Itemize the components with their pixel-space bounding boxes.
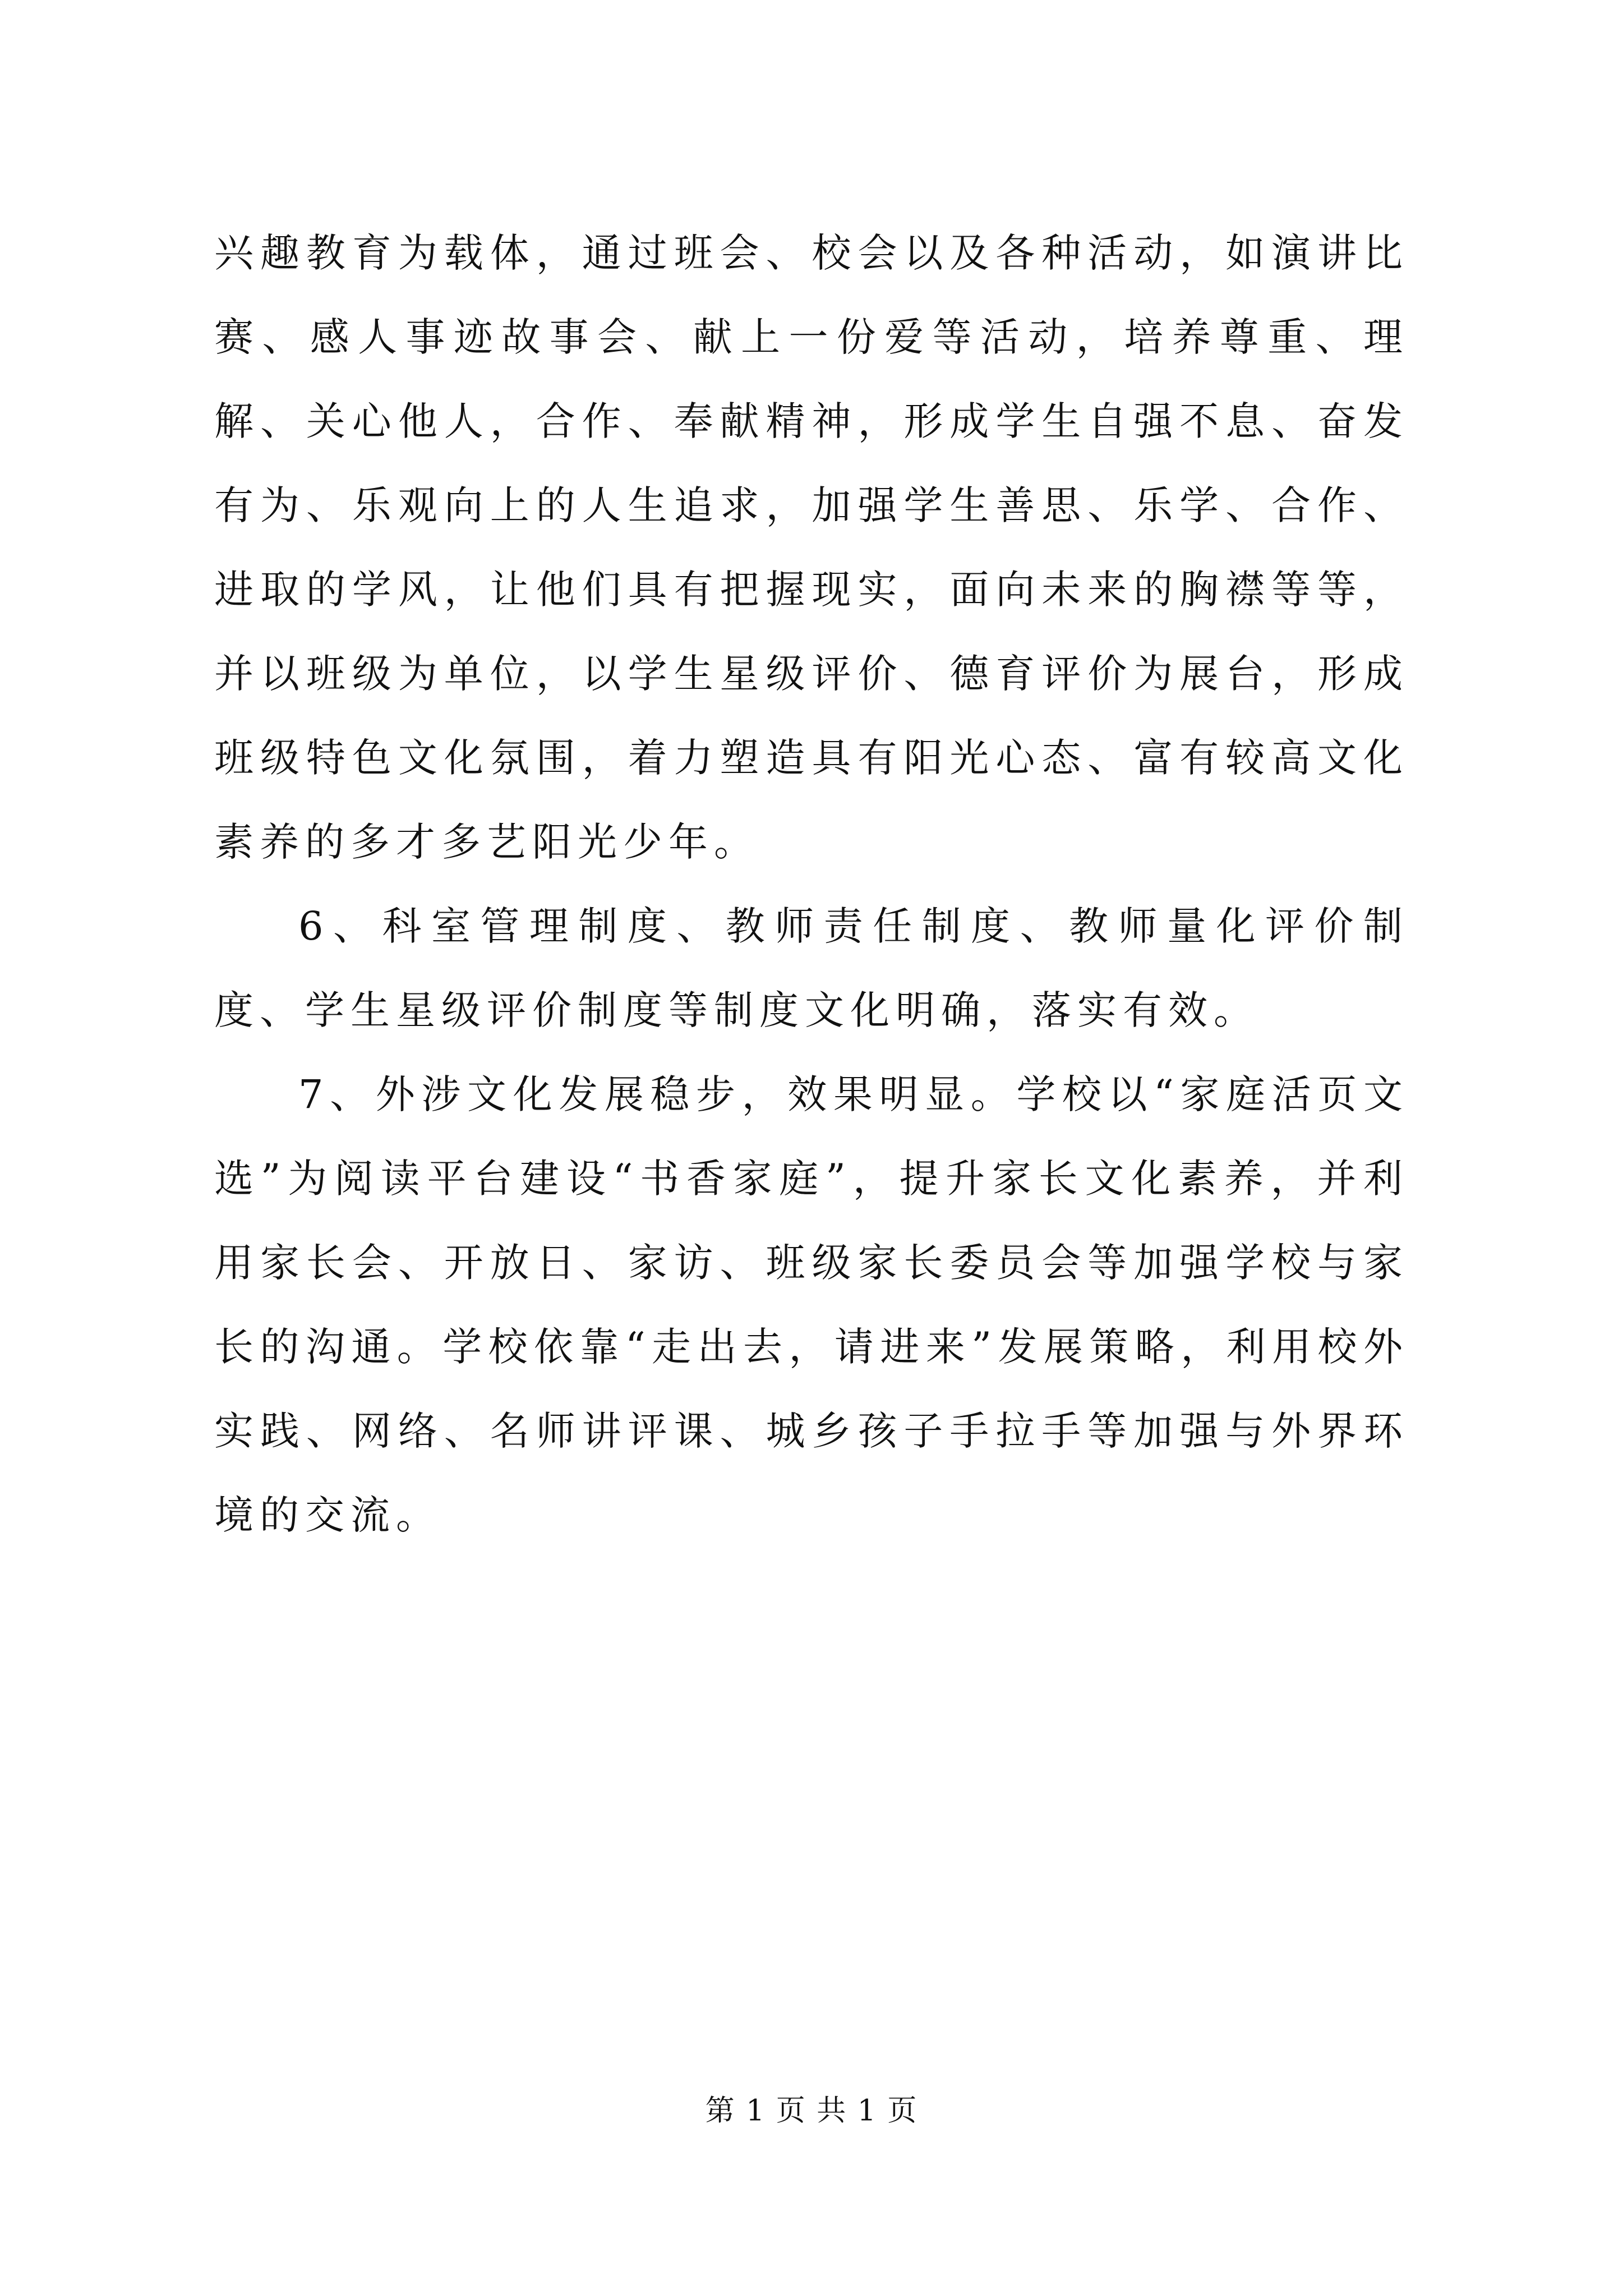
paragraph-2: 6、科室管理制度、教师责任制度、教师量化评价制度、学生星级评价制度等制度文化明确，落实有效。 — [214, 903, 1409, 1033]
paragraph-3: 7、外涉文化发展稳步，效果明显。学校以“家庭活页文选”为阅读平台建设“书香家庭”，提升家长文化素养，并利用家长会、开放日、家访、班级家长委员会等加强学校与家长的沟通。学校依靠“走出去，请进来”发展策略，利用校外实践、网络、名师讲评课、城乡孩子手拉手等加强与外界环境的交流。 — [214, 1071, 1409, 1538]
page-number-footer: 第 1 页 共 1 页 — [705, 2094, 918, 2128]
paragraph-1: 兴趣教育为载体，通过班会、校会以及各种活动，如演讲比赛、感人事迹故事会、献上一份爱等活动，培养尊重、理解、关心他人，合作、奉献精神，形成学生自强不息、奋发有为、乐观向上的人生追求，加强学生善思、乐学、合作、进取的学风，让他们具有把握现实，面向未来的胸襟等等，并以班级为单位，以学生星级评价、德育评价为展台，形成班级特色文化氛围，着力塑造具有阳光心态、富有较高文化素养的多才多艺阳光少年。 — [214, 230, 1409, 865]
document-body — [214, 211, 1409, 1557]
